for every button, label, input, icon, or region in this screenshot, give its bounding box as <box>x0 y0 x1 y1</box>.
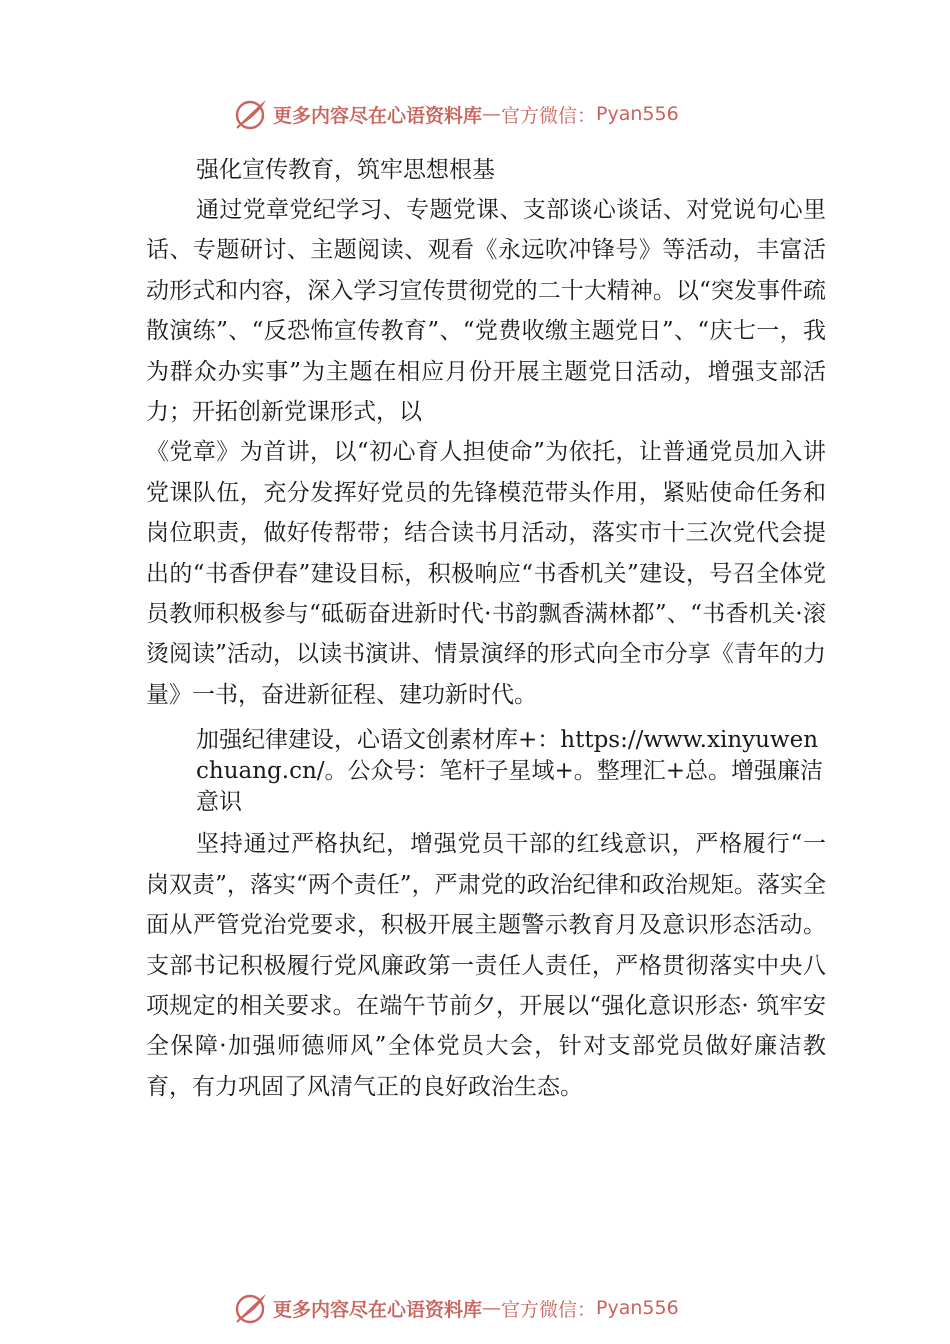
section1-paragraph-2: 《党章》为首讲，以“初心育人担使命”为依托，让普通党员加入讲党课队伍，充分发挥好党员的先锋模范带头作用，紧贴使命任务和岗位职责，做好传帮带；结合读书月活动，落实市十三次党代会提出的“书香伊春”建设目标，积极响应“书香机关”建设，号召全体党员教师积极参与“砥砺奋进新时代·书韵飘香满林都”、“书香机关·滚烫阅读”活动，以读书演讲、情景演绎的形式向全市分享《青年的力量》一书，奋进新征程、建功新时代。 <box>146 439 826 708</box>
quill-pen-logo-icon <box>233 1291 269 1325</box>
watermark-banner-bottom <box>233 1291 679 1325</box>
watermark-wechat-label: 官方微信： <box>501 1298 597 1321</box>
watermark-separator: — <box>482 1297 502 1319</box>
watermark-separator: — <box>482 103 502 125</box>
watermark-wechat-id: Pyan556 <box>596 1297 679 1319</box>
quill-pen-logo-icon <box>233 97 269 131</box>
section2-paragraph: 坚持通过严格执纪，增强党员干部的红线意识，严格履行“一岗双责”，落实“两个责任”，严肃党的政治纪律和政治规矩。落实全面从严管党治党要求，积极开展主题警示教育月及意识形态活动。支部书记积极履行党风廉政第一责任人责任，严格贯彻落实中央八项规定的相关要求。在端午节前夕，开展以“强化意识形态· 筑牢安全保障·加强师德师风”全体党员大会，针对支部党员做好廉洁教育，有力巩固了风清气正的良好政治生态。 <box>146 831 826 1100</box>
document-body <box>146 150 826 1107</box>
watermark-main-text: 更多内容尽在心语资料库 <box>273 1298 483 1321</box>
watermark-banner-top <box>233 97 679 131</box>
watermark-main-text: 更多内容尽在心语资料库 <box>273 104 483 127</box>
watermark-wechat-id: Pyan556 <box>596 103 679 125</box>
section1-paragraph-1: 通过党章党纪学习、专题党课、支部谈心谈话、对党说句心里话、专题研讨、主题阅读、观看《永远吹冲锋号》等活动，丰富活动形式和内容，深入学习宣传贯彻党的二十大精神。以“突发事件疏散演练”、“反恐怖宣传教育”、“党费收缴主题党日”、“庆七一，我为群众办实事”为主题在相应月份开展主题党日活动，增强支部活力；开拓创新党课形式，以 <box>146 197 826 426</box>
section2-heading: 加强纪律建设，心语文创素材库+：https://www.xinyuwenchuang.cn/。公众号：笔杆子星域+。整理汇+总。增强廉洁意识 <box>196 727 824 816</box>
section1-heading: 强化宣传教育，筑牢思想根基 <box>196 157 495 183</box>
watermark-wechat-label: 官方微信： <box>501 104 597 127</box>
